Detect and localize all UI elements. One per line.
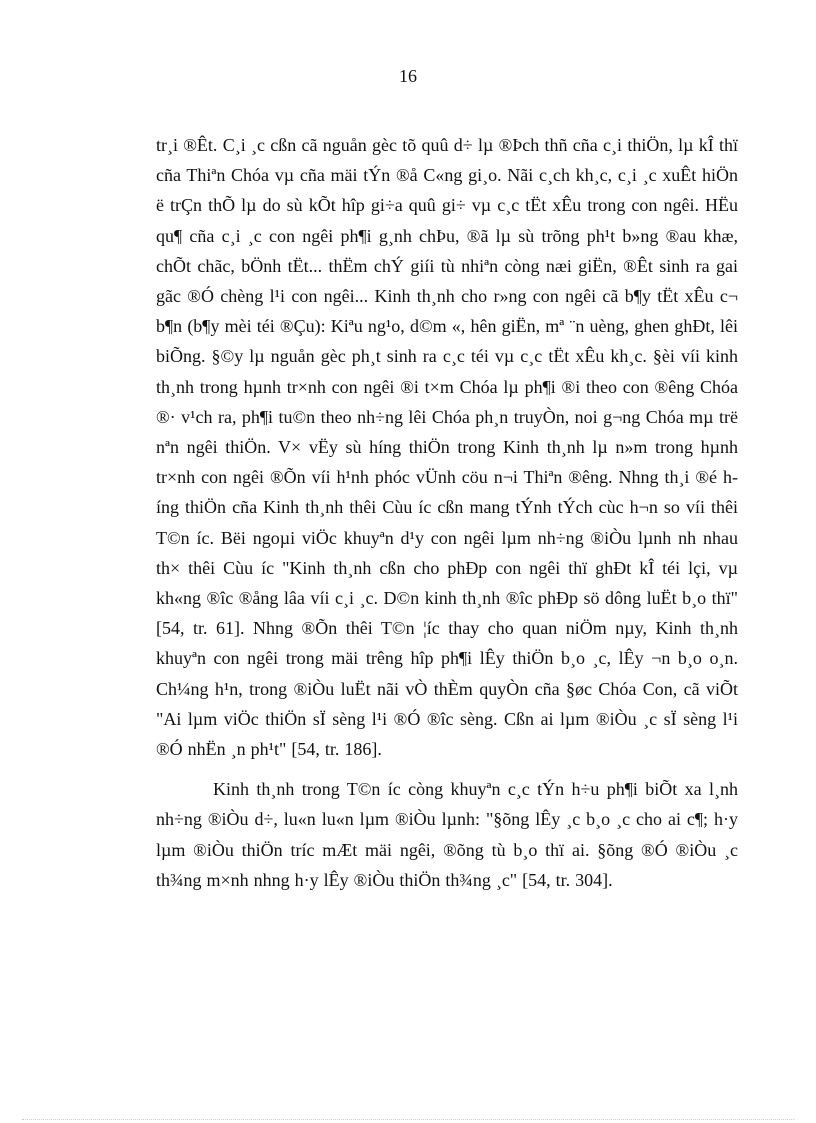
page-number: 16 [399,66,417,86]
paragraph: tr¸i ®Êt. C¸i ¸c cßn cã nguån gèc tõ quû d÷ lµ ®Þch thñ cña c¸i thiÖn, lµ kÎ thï cña Thiªn Chóa vµ cña mäi tÝn ®å C«ng gi¸o. Nãi c¸ch kh¸c, c¸i ¸c xuÊt hiÖn ë trÇn thÕ lµ do sù kÕt hîp gi÷a quû gi÷ vµ c¸c tËt xÊu trong con ngêi. HËu qu¶ cña c¸i ¸c con ngêi ph¶i g¸nh chÞu, ®ã lµ sù trõng ph¹t b»ng ®au khæ, chÕt chãc, bÖnh tËt... thËm chÝ giíi tù nhiªn còng næi giËn, ®Êt sinh ra gai gãc ®Ó chèng l¹i con ngêi... Kinh th¸nh cho r»ng con ngêi cã b¶y tËt xÊu c¬ b¶n (b¶y mèi téi ®Çu): Kiªu ng¹o, d©m «, hên giËn, mª ¨n uèng, ghen ghÐt, lêi biÕng. §©y lµ nguån gèc ph¸t sinh ra c¸c téi vµ c¸c tËt xÊu kh¸c. §èi víi kinh th¸nh trong hµnh tr×nh con ngêi ®i t×m Chóa lµ ph¶i ®i theo con ®êng Chóa ®· v¹ch ra, ph¶i tu©n theo nh÷ng lêi Chóa ph¸n truyÒn, noi g¬ng Chóa mµ trë nªn ngêi thiÖn. V× vËy sù híng thiÖn trong Kinh th¸nh lµ n»m trong hµnh tr×nh con ngêi ®Õn víi h¹nh phóc vÜnh cöu n¬i Thiªn ®êng. Nhng th¸i ®é híng thiÖn cña Kinh th¸nh thêi Cùu íc cßn mang tÝnh tÝch cùc h¬n so víi thêi T©n íc. Bëi ngoµi viÖc khuyªn d¹y con ngêi lµm nh÷ng ®iÒu lµnh nh nhau th× thêi Cùu íc "Kinh th¸nh cßn cho phÐp con ngêi thï ghÐt kÎ téi lçi, vµ kh«ng ®îc ®ång lâa víi c¸i ¸c. D©n kinh th¸nh ®îc phÐp sö dông luËt b¸o thï" [54, tr. 61]. Nhng ®Õn thêi T©n ¦íc thay cho quan niÖm nµy, Kinh th¸nh khuyªn con ngêi trong mäi trêng hîp ph¶i lÊy thiÖn b¸o ¸c, lÊy ¬n b¸o o¸n. Ch¼ng h¹n, trong ®iÒu luËt nãi vÒ thÈm quyÒn cña §øc Chóa Con, cã viÕt "Ai lµm viÖc thiÖn sÏ sèng l¹i ®Ó ®îc sèng. Cßn ai lµm ®iÒu ¸c sÏ sèng l¹i ®Ó nhËn ¸n ph¹t" [54, tr. 186]. [156,135,738,760]
body-text [156,130,738,895]
page-bottom-divider [22,1119,794,1120]
paragraph: Kinh th¸nh trong T©n íc còng khuyªn c¸c tÝn h÷u ph¶i biÕt xa l¸nh nh÷ng ®iÒu d÷, lu«n lu«n lµm ®iÒu lµnh: "§õng lÊy ¸c b¸o ¸c cho ai c¶; h·y lµm ®iÒu thiÖn tríc mÆt mäi ngêi, ®õng tù b¸o thï ai. §õng ®Ó ®iÒu ¸c th¾ng m×nh nhng h·y lÊy ®iÒu thiÖn th¾ng ¸c" [54, tr. 304]. [156,779,738,890]
